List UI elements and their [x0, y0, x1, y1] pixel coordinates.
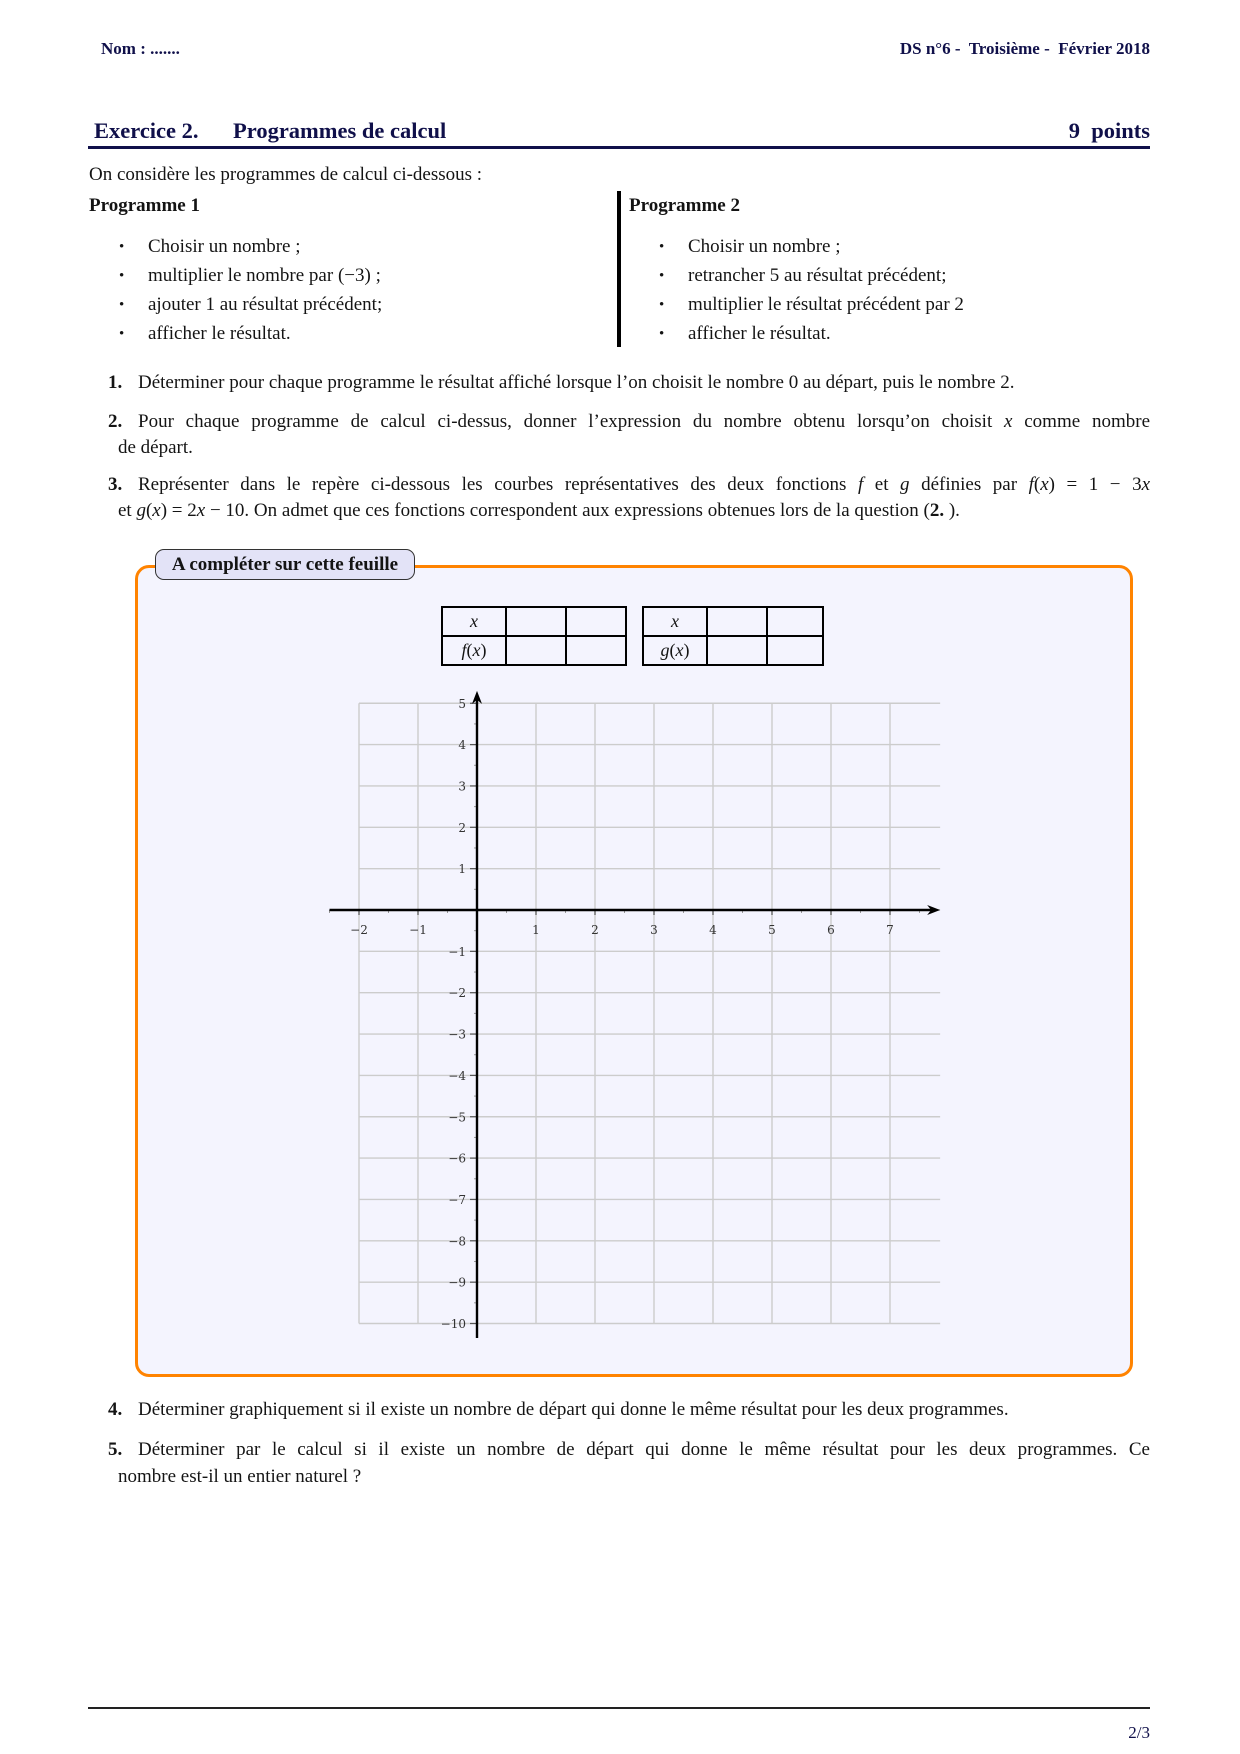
question-number: 2. — [108, 411, 123, 432]
text-segment: ) — [683, 640, 690, 660]
text-segment: ) — [480, 640, 487, 660]
math-variable: f — [461, 640, 467, 660]
column-separator — [617, 191, 621, 347]
x-tick-label: −1 — [409, 923, 427, 937]
math-variable: x — [671, 611, 679, 631]
text-segment: ( — [669, 640, 676, 660]
text-segment: Représenter dans le repère ci-dessous les courbes représentatives des deux fonctions — [138, 474, 858, 495]
row-label-cell — [643, 607, 707, 636]
x-tick-label: 4 — [709, 923, 717, 937]
value-cell — [707, 607, 767, 636]
text-segment: et — [118, 500, 137, 521]
programme-1-step: afficher le résultat. — [148, 323, 291, 344]
table-row — [442, 607, 626, 636]
heading-rule — [88, 146, 1150, 149]
y-tick-label: −8 — [448, 1234, 466, 1249]
text-segment: Pour chaque programme de calcul ci-dessus, donner l’expression du nombre obtenu lorsqu’on choisit — [138, 411, 1005, 432]
math-variable: x — [1040, 474, 1049, 495]
table-row — [643, 636, 823, 665]
bullet-icon: • — [119, 326, 125, 342]
programme-1-step: ajouter 1 au résultat précédent; — [148, 294, 383, 315]
question-text — [138, 1399, 1009, 1421]
coordinate-grid — [320, 680, 960, 1350]
math-variable: x — [472, 640, 481, 660]
row-label-cell — [442, 607, 506, 636]
question-number: 1. — [108, 372, 123, 393]
math-variable: x — [1004, 411, 1013, 432]
y-tick-label: 3 — [458, 779, 466, 794]
question-text — [138, 1439, 1150, 1461]
table-row — [442, 636, 626, 665]
value-cell — [707, 636, 767, 665]
question-text — [118, 500, 960, 522]
row-label-cell — [643, 636, 707, 665]
y-tick-label: −9 — [448, 1275, 466, 1290]
value-cell — [566, 607, 626, 636]
question-text — [138, 372, 1015, 394]
intro-text: On considère les programmes de calcul ci-dessous : — [89, 164, 483, 185]
math-variable: f — [1028, 474, 1034, 495]
y-tick-label: −4 — [448, 1068, 466, 1083]
text-segment: ) = 2 — [160, 500, 197, 521]
text-segment: ) = 1 − 3 — [1048, 474, 1142, 495]
question-text — [138, 411, 1150, 433]
math-variable: x — [196, 500, 206, 521]
y-tick-label: 5 — [458, 696, 466, 711]
values-table-g — [642, 606, 824, 666]
bullet-icon: • — [119, 268, 125, 284]
question-text — [118, 437, 193, 459]
x-tick-label: 7 — [886, 923, 894, 937]
programme-2-step: Choisir un nombre ; — [688, 236, 841, 257]
text-segment: ( — [1033, 474, 1041, 495]
value-cell — [767, 636, 823, 665]
text-segment: nombre est-il un entier naturel ? — [118, 1466, 362, 1487]
student-name-field: Nom : ....... — [101, 39, 180, 58]
x-tick-label: −2 — [350, 923, 368, 937]
text-segment: ). — [944, 500, 960, 521]
bullet-icon: • — [119, 297, 125, 313]
y-tick-label: 4 — [458, 738, 466, 753]
x-tick-label: 5 — [768, 923, 776, 937]
text-segment: Déterminer par le calcul si il existe un nombre de départ qui donne le même résultat pour les deux programmes. Ce — [138, 1439, 1150, 1460]
math-variable: x — [152, 500, 161, 521]
question-number: 5. — [108, 1439, 123, 1460]
table-row — [643, 607, 823, 636]
question-number: 4. — [108, 1399, 123, 1420]
text-segment: et — [863, 474, 901, 495]
question-text — [118, 1466, 361, 1488]
math-variable: g — [660, 640, 670, 660]
y-tick-label: −5 — [448, 1110, 466, 1125]
math-variable: x — [470, 611, 478, 631]
worksheet-label: A compléter sur cette feuille — [155, 549, 415, 580]
y-tick-label: −1 — [448, 944, 466, 959]
x-tick-label: 6 — [827, 923, 835, 937]
exercise-title: Programmes de calcul — [233, 118, 447, 143]
programme-1-title: Programme 1 — [89, 195, 200, 216]
x-tick-label: 3 — [650, 923, 658, 937]
programme-1-step: multiplier le nombre par (−3) ; — [148, 265, 381, 286]
programme-2-title: Programme 2 — [629, 195, 740, 216]
y-tick-label: −10 — [440, 1317, 466, 1331]
programme-2-step: retrancher 5 au résultat précédent; — [688, 265, 947, 286]
math-variable: g — [900, 474, 910, 495]
text-segment: définies par — [909, 474, 1029, 495]
value-cell — [506, 636, 566, 665]
footer-rule — [88, 1707, 1150, 1709]
value-cell — [767, 607, 823, 636]
exercise-points: 9 points — [1068, 118, 1150, 143]
question-text — [138, 474, 1150, 496]
bullet-icon: • — [659, 239, 665, 255]
y-tick-label: −6 — [448, 1151, 466, 1166]
bullet-icon: • — [119, 239, 125, 255]
value-cell — [506, 607, 566, 636]
math-variable: x — [1141, 474, 1151, 495]
bullet-icon: • — [659, 326, 665, 342]
programme-1-step: Choisir un nombre ; — [148, 236, 301, 257]
math-variable: f — [857, 474, 864, 495]
bullet-icon: • — [659, 268, 665, 284]
question-number: 3. — [108, 474, 123, 495]
programme-2-step: afficher le résultat. — [688, 323, 831, 344]
exercise-number: Exercice 2. — [94, 118, 199, 143]
programme-2-step: multiplier le résultat précédent par 2 — [688, 294, 964, 315]
text-segment: − 10. On admet que ces fonctions correspondent aux expressions obtenues lors de la question ( — [205, 500, 930, 521]
bold-reference: 2. — [929, 500, 945, 521]
text-segment: Déterminer pour chaque programme le résultat affiché lorsque l’on choisit le nombre 0 au départ, puis le nombre 2. — [138, 372, 1015, 393]
bullet-icon: • — [659, 297, 665, 313]
text-segment: comme nombre — [1012, 411, 1150, 432]
value-cell — [566, 636, 626, 665]
row-label-cell — [442, 636, 506, 665]
y-tick-label: 1 — [458, 862, 466, 877]
y-tick-label: 2 — [458, 820, 466, 835]
x-tick-label: 2 — [591, 923, 599, 937]
page-number: 2/3 — [1128, 1723, 1150, 1742]
text-segment: Déterminer graphiquement si il existe un nombre de départ qui donne le même résultat pour les deux programmes. — [138, 1399, 1009, 1420]
math-variable: g — [136, 500, 146, 521]
math-variable: x — [675, 640, 684, 660]
y-tick-label: −2 — [448, 986, 466, 1001]
text-segment: de départ. — [118, 437, 193, 458]
text-segment: ( — [466, 640, 473, 660]
x-tick-label: 1 — [532, 923, 540, 937]
text-segment: ( — [145, 500, 153, 521]
exam-info: DS n°6 - Troisième - Février 2018 — [899, 39, 1150, 58]
y-tick-label: −3 — [448, 1027, 466, 1042]
values-table-f — [441, 606, 627, 666]
y-tick-label: −7 — [448, 1192, 466, 1207]
